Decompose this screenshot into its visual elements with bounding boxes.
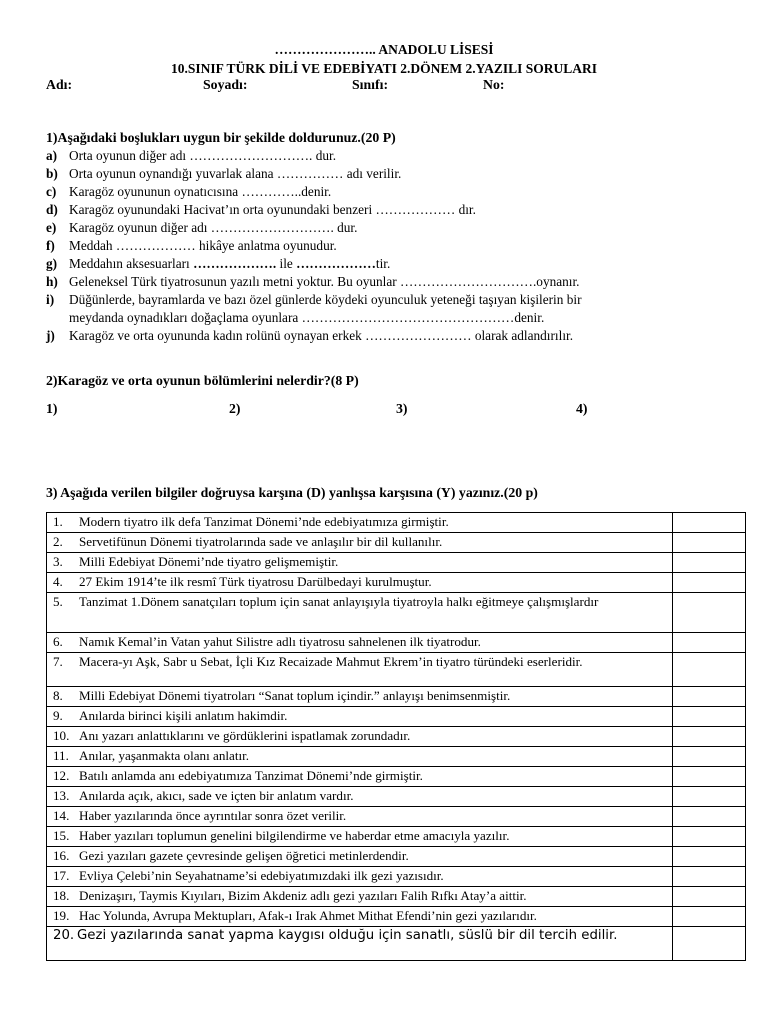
table-row — [47, 767, 746, 787]
answer-cell[interactable] — [673, 907, 746, 927]
statement-text: Milli Edebiyat Dönemi tiyatroları “Sanat toplum içindir.” anlayışı benimsenmiştir. — [79, 688, 511, 703]
statement — [47, 887, 672, 905]
statement-cell — [47, 887, 673, 907]
statement-number: 14. — [53, 808, 70, 823]
item-text — [69, 256, 390, 272]
statement-text: Haber yazıları toplumun genelini bilgilendirme ve haberdar etme amacıyla yazılır. — [79, 828, 510, 843]
answer-cell[interactable] — [673, 593, 746, 633]
item-letter: g) — [46, 256, 58, 271]
name-label: Adı: — [46, 77, 73, 92]
statement-number: 13. — [53, 788, 70, 803]
statement-cell — [47, 633, 673, 653]
item-letter: h) — [46, 274, 58, 289]
number-label: No: — [483, 77, 505, 92]
statement-text: Anılar, yaşanmakta olanı anlatır. — [79, 748, 250, 763]
table-row — [47, 747, 746, 767]
answer-cell[interactable] — [673, 827, 746, 847]
item-text: Orta oyunun oynandığı yuvarlak alana …………… adı verilir. — [69, 166, 402, 181]
statement-text: Tanzimat 1.Dönem sanatçıları toplum için sanat anlayışıyla tiyatroyla halkı eğitmeye çalışmışlardır — [79, 594, 599, 609]
answer-cell[interactable] — [673, 807, 746, 827]
statement — [47, 573, 672, 591]
statement-text: Gezi yazılarında sanat yapma kaygısı olduğu için sanatlı, süslü bir dil tercih edilir. — [77, 928, 618, 943]
answer-cell[interactable] — [673, 747, 746, 767]
statement-text: Anılarda açık, akıcı, sade ve içten bir anlatım vardır. — [79, 788, 354, 803]
answer-cell[interactable] — [673, 633, 746, 653]
statement-cell — [47, 727, 673, 747]
answer-cell[interactable] — [673, 787, 746, 807]
statement — [47, 687, 672, 705]
statement-number: 10. — [53, 728, 70, 743]
item-text: Meddah ……………… hikâye anlatma oyunudur. — [69, 238, 337, 253]
text-part: tir. — [375, 256, 391, 271]
item-text: Karagöz ve orta oyununda kadın rolünü oynayan erkek …………………… olarak adlandırılır. — [69, 328, 574, 343]
item-text: Karagöz oyununun oynatıcısına …………..denir. — [69, 184, 332, 199]
blank-dots: ……………… — [296, 256, 376, 271]
statement — [47, 513, 672, 531]
table-row — [47, 727, 746, 747]
statement-text: Gezi yazıları gazete çevresinde gelişen öğretici metinlerdendir. — [79, 848, 409, 863]
q2-blank-3: 3) — [396, 401, 408, 416]
answer-cell[interactable] — [673, 847, 746, 867]
statement-text: Servetifünun Dönemi tiyatrolarında sade ve anlaşılır bir dil kullanılır. — [79, 534, 443, 549]
table-row — [47, 573, 746, 593]
statement-number: 6. — [53, 634, 63, 649]
statement — [47, 593, 672, 611]
q2-blank-4: 4) — [576, 401, 588, 416]
statement — [47, 787, 672, 805]
statement — [47, 807, 672, 825]
item-text-continued: meydanda oynadıkları doğaçlama oyunlara …………………………………………denir. — [69, 310, 545, 325]
statement-cell — [47, 787, 673, 807]
statement-text: Namık Kemal’in Vatan yahut Silistre adlı tiyatrosu sahnelenen ilk tiyatrodur. — [79, 634, 481, 649]
statement — [47, 847, 672, 865]
statement-cell — [47, 553, 673, 573]
statement-cell — [47, 807, 673, 827]
table-row — [47, 787, 746, 807]
statement-cell — [47, 867, 673, 887]
item-letter: i) — [46, 292, 55, 307]
text-part: Meddahın aksesuarları — [69, 256, 194, 271]
item-text: Geleneksel Türk tiyatrosunun yazılı metni yoktur. Bu oyunlar ………………………….oynanır. — [69, 274, 580, 289]
class-label: Sınıfı: — [352, 77, 389, 92]
q1-title: 1)Aşağıdaki boşlukları uygun bir şekilde doldurunuz.(20 P) — [46, 130, 396, 145]
table-row — [47, 513, 746, 533]
statement — [47, 653, 672, 671]
statement-number: 9. — [53, 708, 63, 723]
q3-title: 3) Aşağıda verilen bilgiler doğruysa karşına (D) yanlışsa karşısına (Y) yazınız.(20 p) — [46, 485, 538, 500]
school-name: ………………….. ANADOLU LİSESİ — [274, 42, 494, 57]
statement-number: 12. — [53, 768, 70, 783]
surname-label: Soyadı: — [203, 77, 248, 92]
statement — [47, 747, 672, 765]
statement-cell — [47, 847, 673, 867]
statement-text: Anı yazarı anlattıklarını ve gördüklerini ispatlamak zorundadır. — [79, 728, 411, 743]
statement-number: 18. — [53, 888, 70, 903]
table-row — [47, 847, 746, 867]
statement-text: Haber yazılarında önce ayrıntılar sonra özet verilir. — [79, 808, 347, 823]
answer-cell[interactable] — [673, 553, 746, 573]
statement — [47, 553, 672, 571]
item-letter: a) — [46, 148, 58, 163]
statement-number: 4. — [53, 574, 63, 589]
statement-text: Macera-yı Aşk, Sabr u Sebat, İçli Kız Recaizade Mahmut Ekrem’in tiyatro türündeki eserleridir. — [79, 654, 583, 669]
statement-number: 1. — [53, 514, 63, 529]
statement-cell — [47, 593, 673, 633]
statement-cell — [47, 767, 673, 787]
statement-number: 11. — [53, 748, 69, 763]
table-row — [47, 553, 746, 573]
table-row — [47, 633, 746, 653]
statement-cell — [47, 747, 673, 767]
q2-blank-1: 1) — [46, 401, 58, 416]
table-row — [47, 593, 746, 633]
text-part: ile — [279, 256, 297, 271]
table-row — [47, 867, 746, 887]
statement-number: 2. — [53, 534, 63, 549]
statement-number: 15. — [53, 828, 70, 843]
statement-cell — [47, 927, 673, 961]
statement — [47, 827, 672, 845]
statement-text: Milli Edebiyat Dönemi’nde tiyatro gelişmemiştir. — [79, 554, 339, 569]
statement — [47, 767, 672, 785]
item-letter: f) — [46, 238, 55, 253]
answer-cell[interactable] — [673, 887, 746, 907]
table-row — [47, 907, 746, 927]
item-letter: j) — [46, 328, 55, 343]
table-row — [47, 653, 746, 687]
table-row — [47, 827, 746, 847]
statement-number: 19. — [53, 908, 70, 923]
statement-text: Denizaşırı, Taymis Kıyıları, Bizim Akdeniz adlı gezi yazıları Falih Rıfkı Atay’a aittir. — [79, 888, 527, 903]
answer-cell[interactable] — [673, 687, 746, 707]
answer-cell[interactable] — [673, 727, 746, 747]
statement-cell — [47, 533, 673, 553]
statement-cell — [47, 707, 673, 727]
statement-text: 27 Ekim 1914’te ilk resmî Türk tiyatrosu Darülbedayi kurulmuştur. — [79, 574, 432, 589]
statement-number: 20. — [53, 928, 75, 943]
statement — [47, 633, 672, 651]
answer-cell[interactable] — [673, 927, 746, 961]
answer-cell[interactable] — [673, 653, 746, 687]
statement-cell — [47, 653, 673, 687]
statement — [47, 727, 672, 745]
answer-cell[interactable] — [673, 707, 746, 727]
table-row — [47, 687, 746, 707]
item-text: Karagöz oyunun diğer adı ………………………. dur. — [69, 220, 358, 235]
answer-cell[interactable] — [673, 513, 746, 533]
statement-cell — [47, 827, 673, 847]
statement-text: Hac Yolunda, Avrupa Mektupları, Afak-ı Irak Ahmet Mithat Efendi’nin gezi yazılarıdır. — [79, 908, 537, 923]
statement — [47, 533, 672, 551]
answer-cell[interactable] — [673, 867, 746, 887]
answer-cell[interactable] — [673, 573, 746, 593]
blank-dots: ………………. — [193, 256, 280, 271]
item-text: Orta oyunun diğer adı ………………………. dur. — [69, 148, 337, 163]
statement-number: 17. — [53, 868, 70, 883]
statement-number: 16. — [53, 848, 70, 863]
statement — [47, 907, 672, 925]
item-text: Düğünlerde, bayramlarda ve bazı özel günlerde köydeki oyunculuk yeteneği taşıyan kişilerin bir — [69, 292, 582, 307]
statement-cell — [47, 513, 673, 533]
item-letter: d) — [46, 202, 58, 217]
table-row — [47, 533, 746, 553]
statement-cell — [47, 573, 673, 593]
item-letter: b) — [46, 166, 58, 181]
table-row — [47, 807, 746, 827]
answer-cell[interactable] — [673, 533, 746, 553]
statement-text: Evliya Çelebi’nin Seyahatname’si edebiyatımızdaki ilk gezi yazısıdır. — [79, 868, 444, 883]
answer-cell[interactable] — [673, 767, 746, 787]
statement-number: 3. — [53, 554, 63, 569]
item-text: Karagöz oyunundaki Hacivat’ın orta oyunundaki benzeri ……………… dır. — [69, 202, 476, 217]
exam-title: 10.SINIF TÜRK DİLİ VE EDEBİYATI 2.DÖNEM 2.YAZILI SORULARI — [170, 61, 598, 76]
statement — [47, 707, 672, 725]
item-letter: c) — [46, 184, 57, 199]
statement-text: Anılarda birinci kişili anlatım hakimdir. — [79, 708, 288, 723]
statement-cell — [47, 687, 673, 707]
statement — [47, 927, 672, 946]
q2-title: 2)Karagöz ve orta oyunun bölümlerini nelerdir?(8 P) — [46, 373, 359, 388]
statement-number: 5. — [53, 594, 63, 609]
true-false-table — [46, 512, 746, 961]
statement-text: Batılı anlamda anı edebiyatımıza Tanzimat Dönemi’nde girmiştir. — [79, 768, 423, 783]
statement-number: 7. — [53, 654, 63, 669]
statement-number: 8. — [53, 688, 63, 703]
statement — [47, 867, 672, 885]
item-letter: e) — [46, 220, 57, 235]
table-row — [47, 887, 746, 907]
table-row — [47, 927, 746, 961]
statement-cell — [47, 907, 673, 927]
table-row — [47, 707, 746, 727]
statement-text: Modern tiyatro ilk defa Tanzimat Dönemi’nde edebiyatımıza girmiştir. — [79, 514, 449, 529]
q2-blank-2: 2) — [229, 401, 241, 416]
